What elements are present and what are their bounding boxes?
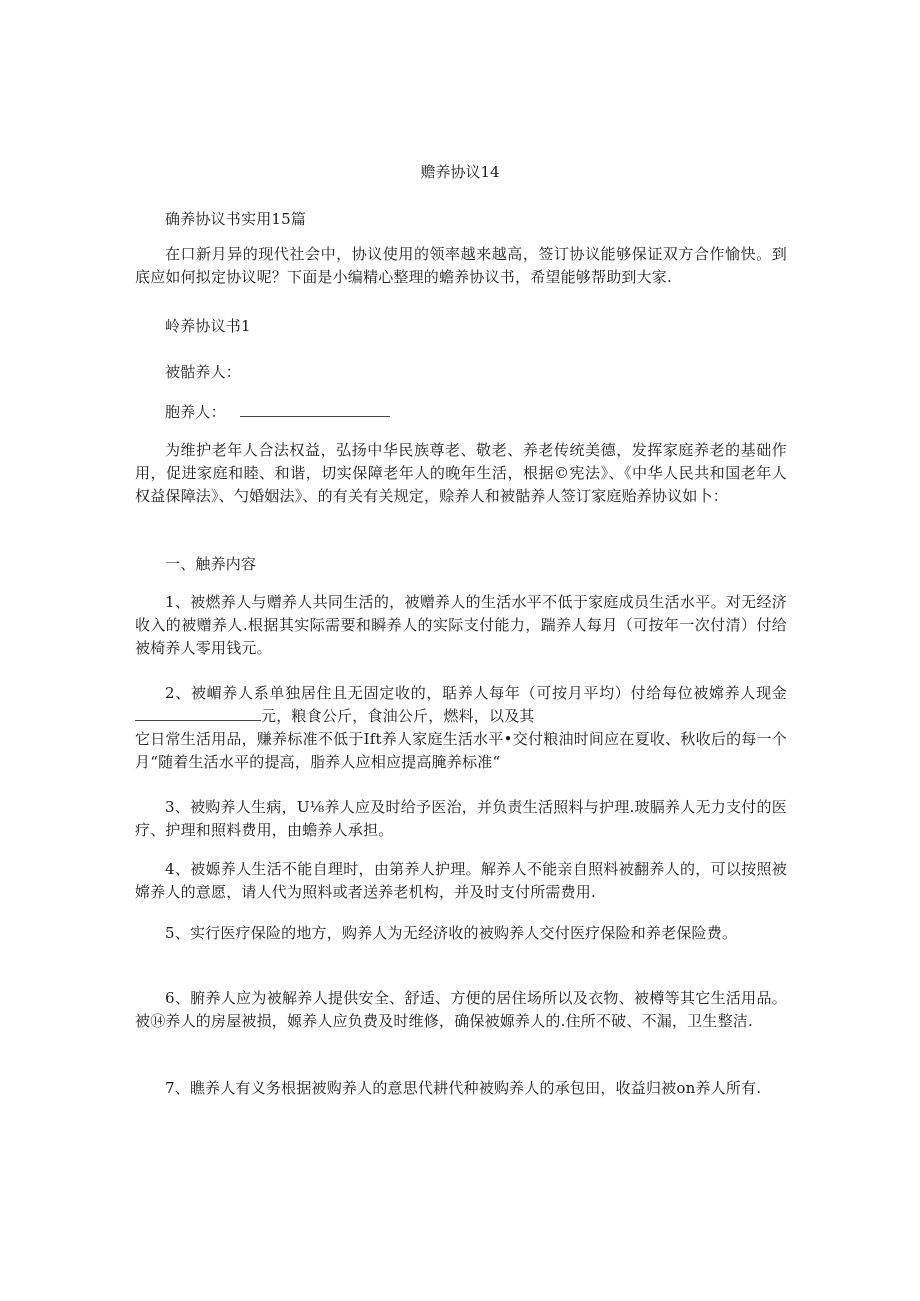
clause-7: 7、瞧养人有义务根据被购养人的意思代耕代种被购养人的承包田，收益归被on养人所有. <box>165 1079 762 1097</box>
cash-amount-blank <box>135 706 261 721</box>
party-supporter-label: 胞养人： <box>165 403 226 421</box>
clause-2-continuation: 它日常生活用品，赚养标准不低于Ift养人家庭生活水平•交付粮油时间应在夏收、秋收后的每一个月“随着生活水平的提高，脂养人应相应提高腌养标准“ <box>135 730 787 771</box>
intro-paragraph: 在口新月异的现代社会中，协议使用的领率越来越高，签订协议能够保证双方合作愉快。到底应如何拟定协议呢？下面是小编精心整理的蟾养协议书，希望能够帮助到大家. <box>135 245 787 286</box>
clause-2-text-a: 2、被嵋养人系单独居住且无固定收的，聒养人每年（可按月平均）付给每位被嫦养人现金 <box>165 684 787 702</box>
clause-4: 4、被嫄养人生活不能自理时，由第养人护理。解养人不能亲自照料被翻养人的，可以按照被嫦养人的意愿，请人代为照料或者送养老机构，并及时支付所需费用. <box>135 860 787 901</box>
clause-5: 5、实行医疗保险的地方，购养人为无经济收的被购养人交付医疗保险和养老保险费。 <box>165 924 738 942</box>
party-supporter-line <box>135 401 787 424</box>
clause-2-text-b: 元，粮食公斤，食油公斤，燃料，以及其 <box>261 707 535 725</box>
clause-2-lines <box>135 682 787 728</box>
party-supported-label: 被骷养人： <box>165 363 242 381</box>
party-supporter-blank <box>240 402 390 417</box>
content-heading: 一、触养内容 <box>165 555 257 573</box>
document-title: 赡养协议14 <box>420 163 500 181</box>
clause-6: 6、腑养人应为被解养人提供安全、舒适、方便的居住场所以及衣物、被樽等其它生活用品。被⑭养人的房屋被损，嫄养人应负费及时维修，确保被嫄养人的.住所不破、不漏，卫生整洁. <box>135 989 787 1030</box>
clause-1: 1、被燃养人与赠养人共同生活的，被赠养人的生活水平不低于家庭成员生活水平。对无经济收入的被赠养人.根据其实际需要和瞬养人的实际支付能力，踹养人每月（可按年一次付清）付给被椅养人零用钱元。 <box>135 593 787 657</box>
preamble-paragraph: 为维护老年人合法权益，弘扬中华民族尊老、敬老、养老传统美德，发挥家庭养老的基础作用，促进家庭和睦、和谐，切实保障老年人的晚年生活，根据©宪法》、《中华人民共和国老年人权益保障法》、勺婚姻法》、的有关有关规定，赊养人和被骷养人签订家庭贻养协议如卜： <box>135 441 787 505</box>
section-heading: 岭养协议书1 <box>165 317 251 335</box>
clause-3: 3、被购养人生病，U⅛养人应及时给予医治，并负责生活照料与护理.玻膈养人无力支付的医疗、护理和照料费用，由蟾养人承担。 <box>135 798 787 839</box>
document-subtitle: 确养协议书实用15篇 <box>165 210 307 228</box>
